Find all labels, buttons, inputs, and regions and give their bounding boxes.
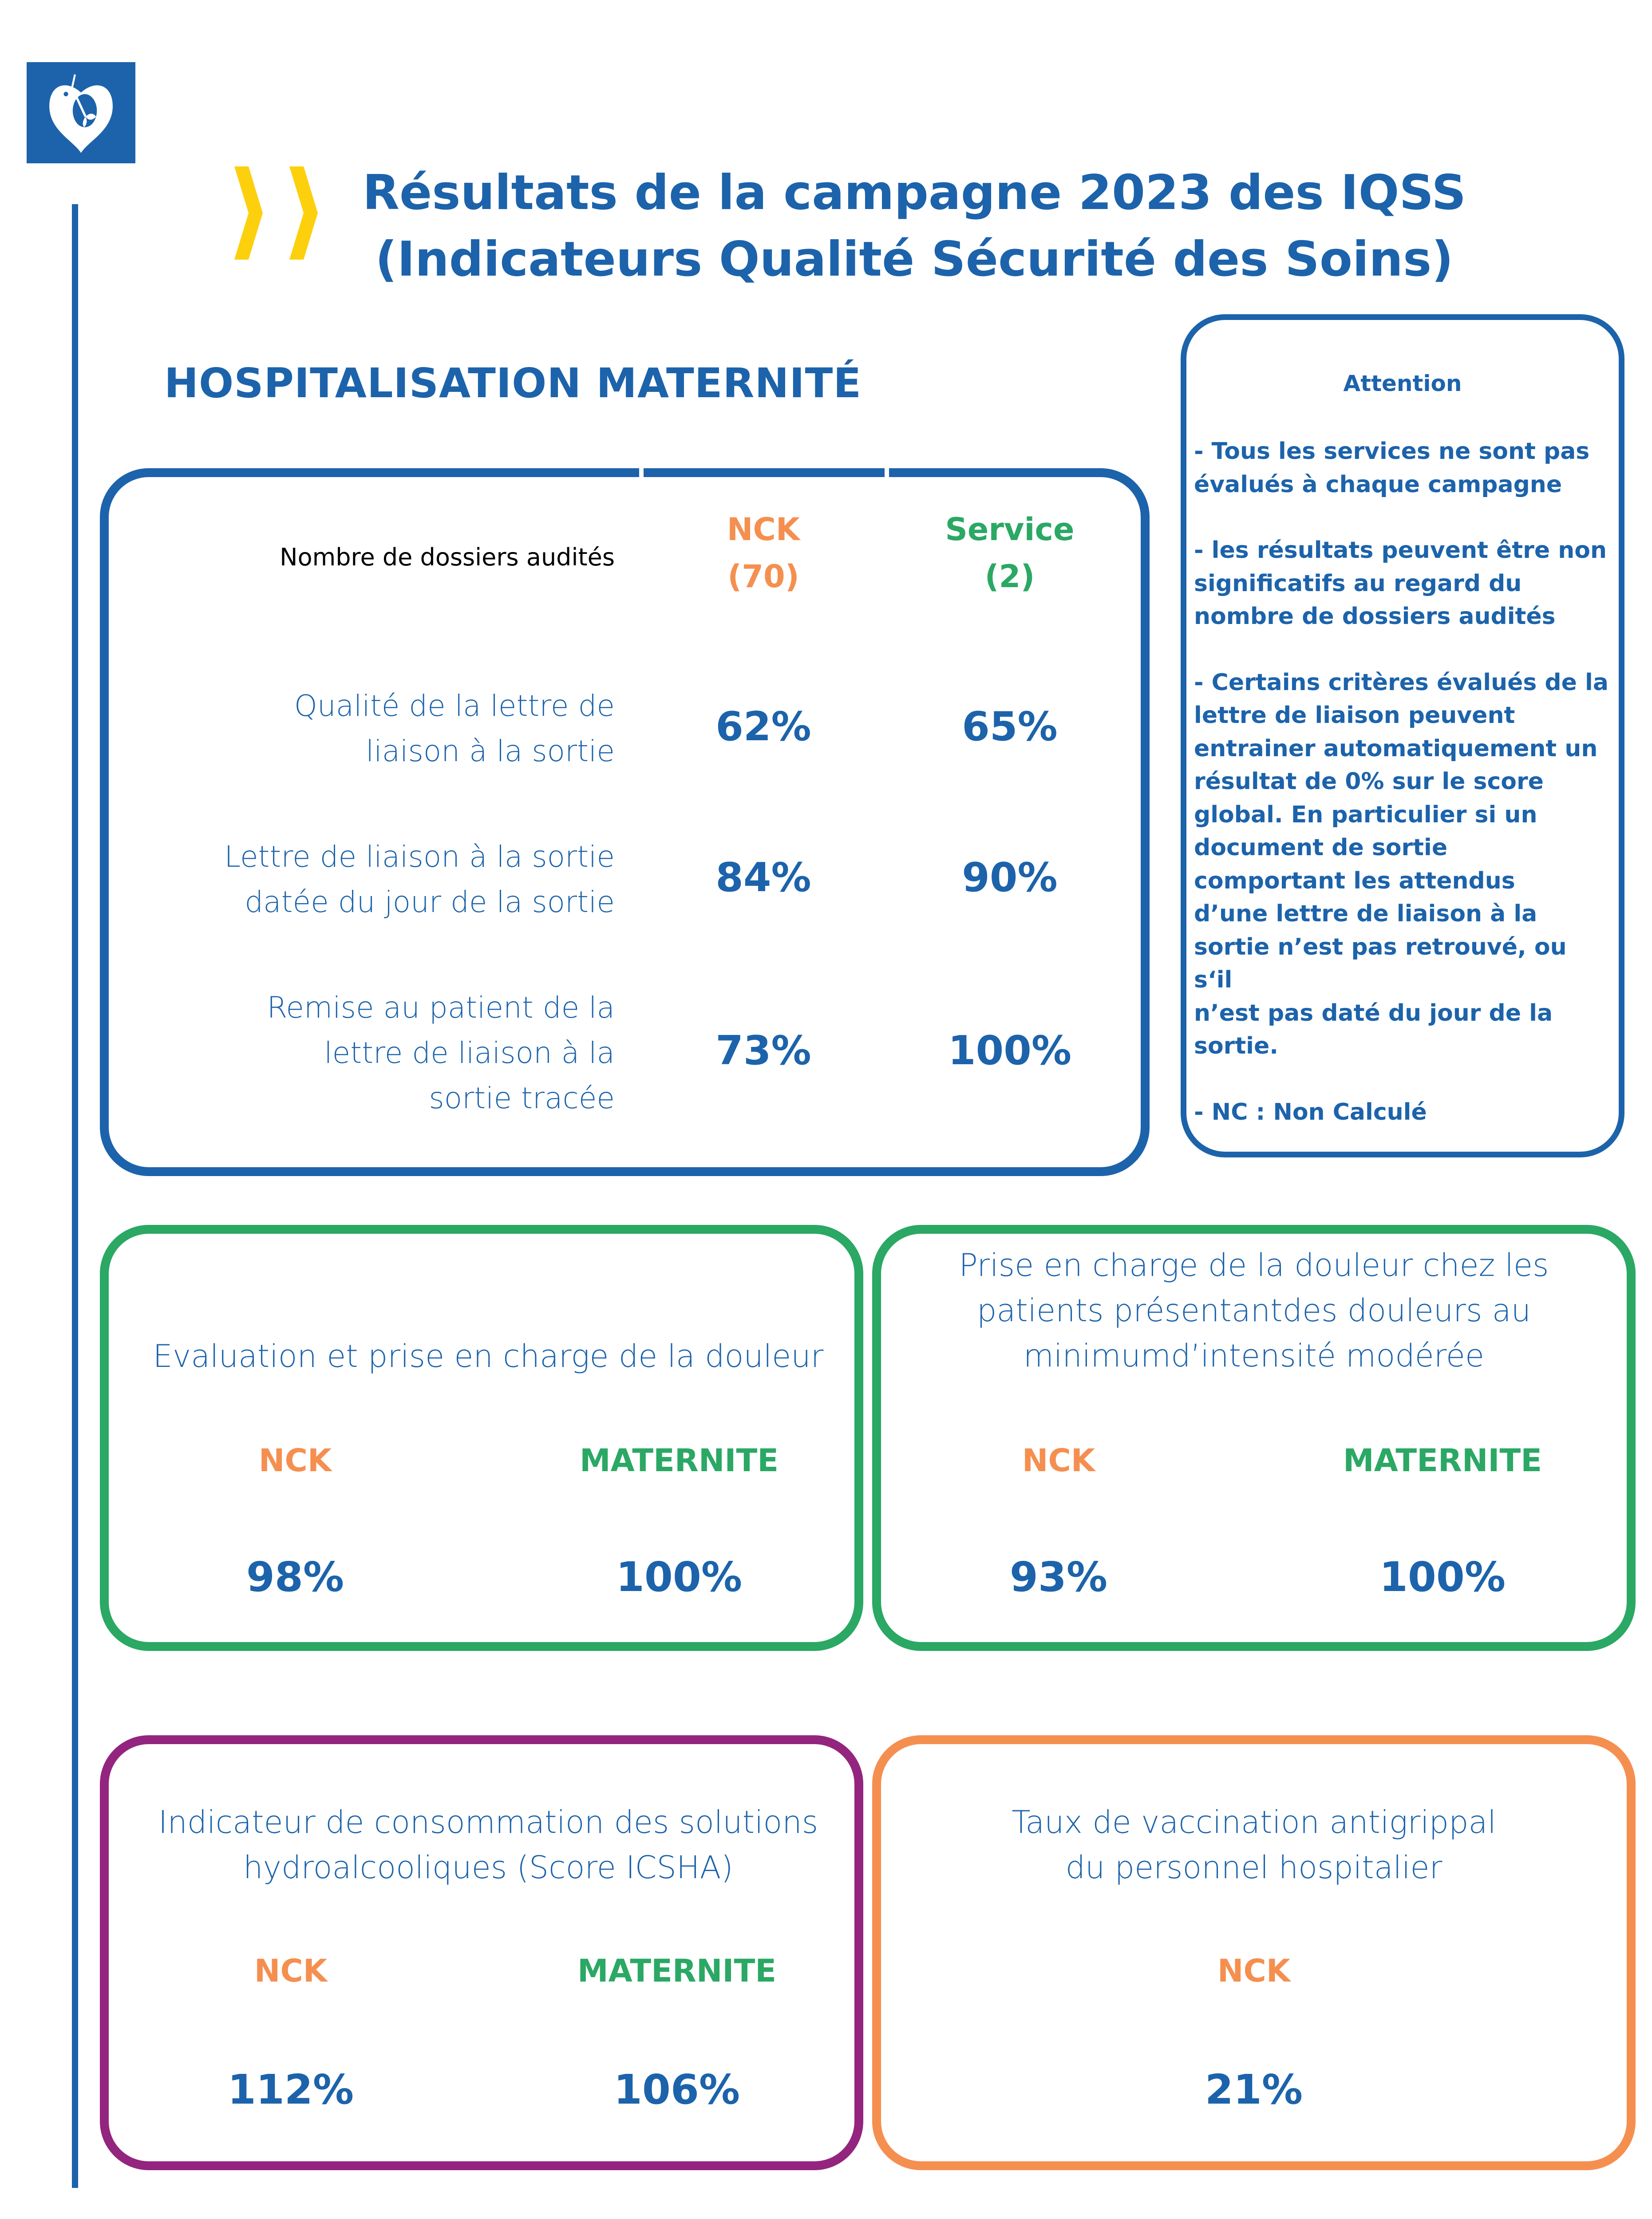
left-vertical-rule	[72, 204, 78, 2188]
card-title: Indicateur de consommation des solutions hydroalcooliques (Score ICSHA)	[158, 1804, 818, 1886]
card-value-nck: 98%	[246, 1553, 344, 1601]
card-column-maternite: MATERNITE	[579, 1442, 779, 1479]
card-column-maternite: MATERNITE	[577, 1953, 777, 1989]
card-column-nck: NCK	[254, 1953, 328, 1989]
table-row-label: Lettre de liaison à la sortie datée du jour de la sortie	[224, 840, 615, 919]
card-column-nck: NCK	[258, 1442, 332, 1479]
card-title: Evaluation et prise en charge de la douleur	[153, 1338, 824, 1374]
section-title: HOSPITALISATION MATERNITÉ	[164, 359, 862, 407]
table-row-label: Remise au patient de la lettre de liaison à la sortie tracée	[267, 991, 615, 1115]
card-column-nck: NCK	[1217, 1953, 1291, 1989]
column-header-service: Service (2)	[945, 511, 1075, 595]
attention-title: Attention	[1343, 371, 1462, 396]
value-nck: 73%	[715, 1027, 811, 1074]
card-title: Prise en charge de la douleur chez les patients présentantdes douleurs au minimumd’intensité modérée	[959, 1247, 1549, 1374]
table-row-label: Qualité de la lettre de liaison à la sortie	[294, 689, 615, 768]
attention-paragraph: - NC : Non Calculé	[1194, 1098, 1427, 1125]
card-column-nck: NCK	[1022, 1442, 1095, 1479]
card-value-maternite: 100%	[616, 1553, 743, 1601]
card-value-nck: 21%	[1205, 2066, 1303, 2113]
page-title	[311, 160, 1518, 293]
attention-paragraph: - Tous les services ne sont pas évalués à chaque campagne	[1194, 438, 1590, 498]
border-gap	[885, 466, 889, 479]
value-nck: 84%	[715, 854, 811, 901]
audited-count-label: Nombre de dossiers audités	[280, 543, 615, 571]
border-gap	[639, 466, 644, 479]
value-nck: 62%	[715, 703, 811, 750]
aphp-logo	[27, 62, 135, 163]
double-chevron-icon	[231, 166, 324, 260]
value-service: 90%	[962, 854, 1058, 901]
title-line-1: Résultats de la campagne 2023 des IQSS	[362, 165, 1466, 221]
card-value-maternite: 100%	[1379, 1553, 1506, 1601]
attention-paragraph: - Certains critères évalués de la lettre de liaison peuvent entrainer automatiquement un résultat de 0% sur le score global. En particulier si un document de sortie comportant les attendus d’une lettre de liaison à la sortie n’est pas retrouvé, ou s‘il n’est pas daté du jour de la sortie.	[1194, 669, 1609, 1059]
card-title: Taux de vaccination antigrippal du personnel hospitalier	[1012, 1804, 1496, 1886]
value-service: 100%	[948, 1027, 1072, 1074]
card-value-nck: 112%	[227, 2066, 354, 2113]
attention-notes	[1194, 435, 1611, 1129]
column-header-nck: NCK (70)	[727, 511, 800, 595]
card-value-nck: 93%	[1009, 1553, 1108, 1601]
card-value-maternite: 106%	[613, 2066, 740, 2113]
attention-paragraph: - les résultats peuvent être non significatifs au regard du nombre de dossiers audités	[1194, 537, 1607, 630]
title-line-2: (Indicateurs Qualité Sécurité des Soins)	[375, 232, 1454, 287]
heart-bird-icon	[39, 71, 123, 154]
card-column-maternite: MATERNITE	[1343, 1442, 1542, 1479]
value-service: 65%	[962, 703, 1058, 750]
